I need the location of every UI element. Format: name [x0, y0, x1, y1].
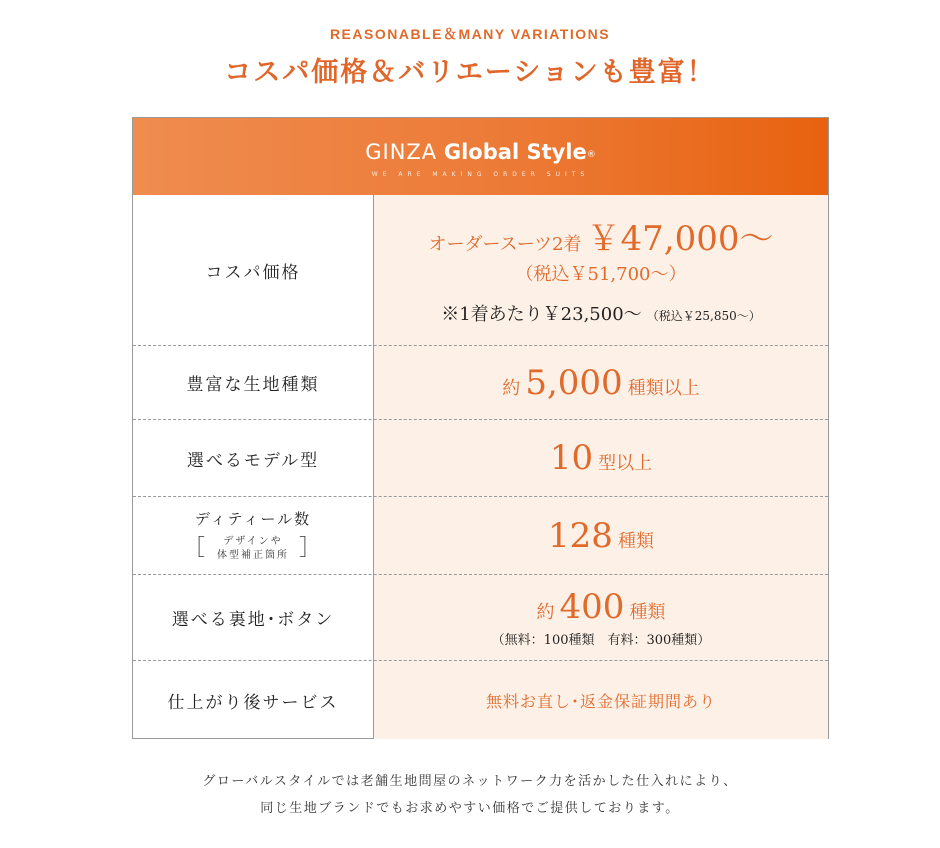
row-value-service [374, 661, 828, 739]
table-row-price [133, 195, 828, 346]
detail-note [183, 535, 323, 563]
fabric-suffix: 種類以上 [627, 377, 700, 399]
service-value: 無料お直し･返金保証期間あり [485, 691, 716, 711]
model-suffix: 型以上 [598, 453, 653, 474]
table-row-model [133, 420, 828, 497]
lining-number: 400 [559, 587, 625, 627]
price-main: ￥47,000～ [586, 218, 774, 259]
fabric-prefix: 約 [502, 377, 521, 399]
row-label-model: 選べるモデル型 [186, 450, 320, 471]
row-label-fabric: 豊富な生地種類 [186, 375, 320, 395]
lining-prefix: 約 [536, 602, 555, 623]
price-line-1 [429, 211, 774, 260]
row-label-price: コスパ価格 [205, 262, 301, 283]
row-value-price [374, 195, 828, 345]
detail-note-line-1: デザインや [223, 536, 283, 547]
row-label-lining: 選べる裏地･ボタン [171, 610, 335, 630]
bracket-open: ［ [182, 536, 207, 561]
section-subtitle: REASONABLE＆MANY VARIATIONS [329, 26, 611, 42]
footer-line-1: グローバルスタイルでは老舗生地問屋のネットワーク力を活かした仕入れにより、 [202, 774, 738, 789]
model-number: 10 [549, 438, 594, 478]
detail-number: 128 [548, 515, 613, 556]
brand-tagline: WE ARE MAKING ORDER SUITS [371, 171, 590, 178]
price-per-suit-main: ※1着あたり￥23,500～ [441, 303, 642, 325]
footer-text [0, 768, 940, 822]
brand-name-thin: GINZA [365, 140, 438, 164]
row-value-lining [374, 575, 828, 660]
price-per-suit-tax: （税込￥25,850～） [646, 308, 761, 323]
lining-suffix: 種類 [629, 602, 666, 623]
brand-name-bold: Global Style [443, 140, 587, 164]
fabric-number: 5,000 [525, 362, 623, 403]
detail-suffix: 種類 [618, 530, 654, 552]
row-label-service: 仕上がり後サービス [167, 692, 339, 713]
brand-banner [133, 118, 828, 195]
registered-mark: ® [586, 150, 596, 160]
detail-label-text: ディティール数 [194, 510, 312, 528]
brand-logo [133, 140, 828, 164]
detail-note-text [217, 535, 289, 563]
lining-breakdown: （無料：100種類 有料：300種類） [491, 633, 711, 648]
price-tax-included: （税込￥51,700～） [515, 263, 687, 285]
detail-note-line-2: 体型補正箇所 [217, 550, 289, 561]
comparison-table [132, 117, 829, 739]
row-value-model [374, 420, 828, 496]
price-prefix: オーダースーツ2着 [428, 233, 582, 255]
table-row-lining [133, 575, 828, 661]
bracket-close: ］ [299, 536, 324, 561]
price-per-suit [441, 300, 761, 326]
table-row-detail [133, 497, 828, 575]
row-label-detail [133, 497, 373, 574]
row-value-fabric [374, 346, 828, 419]
section-title: コスパ価格＆バリエーションも豊富！ [224, 57, 716, 88]
table-row-fabric [133, 346, 828, 420]
footer-line-2: 同じ生地ブランドでもお求めやすい価格でご提供しております。 [260, 801, 680, 816]
row-value-detail [374, 497, 828, 574]
table-row-service [133, 661, 828, 739]
